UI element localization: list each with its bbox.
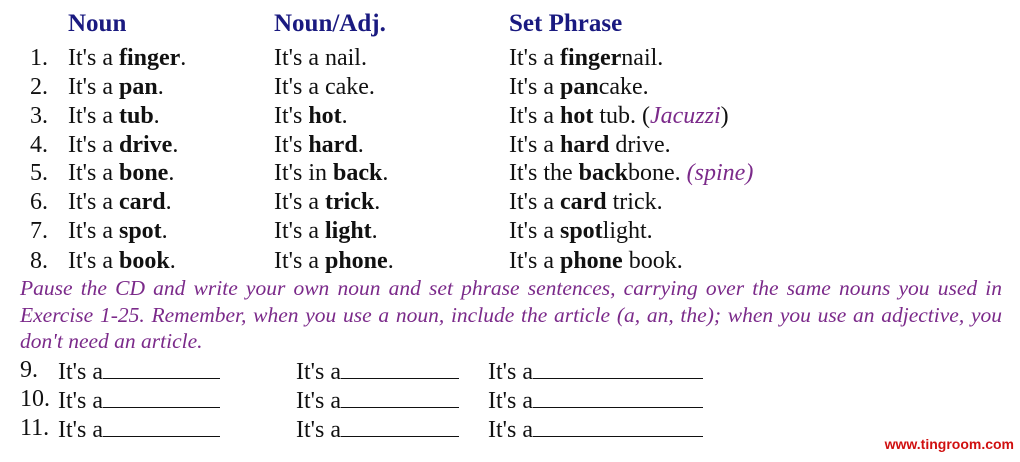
example-row [0,247,1020,276]
sentence-text: . [169,248,176,274]
noun-adj-blank[interactable] [341,356,459,379]
watermark: www.tingroom.com [884,436,1014,452]
set-phrase-practice-cell [488,414,703,445]
sentence-text: It's a [68,189,119,215]
set-phrase-practice-cell [488,385,703,416]
row-number: 8. [30,248,48,274]
sentence-text: book. [622,248,683,274]
sentence-text: . [387,248,394,274]
example-row [0,73,1020,102]
sentence-text: It's a [68,74,119,100]
practice-row [0,385,1020,414]
sentence-text: It's [274,103,309,129]
sentence-text: It's a [68,132,119,158]
sentence-text: . [341,103,348,129]
noun-adj-blank[interactable] [341,414,459,437]
noun-adj-word: back [333,160,383,186]
noun-adj-practice-cell [296,414,459,445]
header-set-phrase: Set Phrase [509,10,623,37]
set-phrase-blank[interactable] [533,356,703,379]
sentence-text: It's a [509,103,560,129]
row-number: 2. [30,74,48,100]
noun-sentence [68,217,168,246]
practice-prefix: It's a [488,359,533,385]
sentence-text: It's a [68,160,119,186]
sentence-text: light. [602,218,653,244]
set-phrase-word: spot [559,218,603,244]
noun-adj-word: trick [324,189,375,215]
noun-word: spot [118,218,162,244]
sentence-text: It's in [274,160,333,186]
set-phrase-word: finger [559,45,622,71]
sentence-text: It's a [509,132,560,158]
sentence-text: . [371,218,378,244]
noun-sentence [68,159,174,188]
example-row [0,217,1020,246]
sentence-text: It's a [274,248,325,274]
set-phrase-word: card [559,189,607,215]
practice-prefix: It's a [488,417,533,443]
set-phrase-sentence [509,73,649,102]
example-row [0,159,1020,188]
sentence-text: . [157,74,164,100]
set-phrase-word: back [578,160,629,186]
set-phrase-word: hard [559,132,610,158]
noun-adj-sentence [274,102,348,131]
noun-practice-cell [58,414,220,445]
row-number: 1. [30,45,48,71]
sentence-text: It's a nail. [274,45,367,71]
practice-row [0,356,1020,385]
set-phrase-blank[interactable] [533,414,703,437]
set-phrase-word: phone [559,248,623,274]
noun-word: book [118,248,170,274]
sentence-text: It's a [68,248,119,274]
example-row [0,131,1020,160]
sentence-text: It's a cake. [274,74,375,100]
practice-prefix: It's a [58,417,103,443]
noun-blank[interactable] [103,356,220,379]
sentence-text: It's a [68,103,119,129]
example-row [0,44,1020,73]
noun-adj-word: phone [324,248,388,274]
sentence-text: . [161,218,168,244]
noun-adj-sentence [274,73,375,102]
set-phrase-blank[interactable] [533,385,703,408]
noun-practice-cell [58,356,220,387]
instructions: Pause the CD and write your own noun and set phrase sentences, carrying over the same nouns you used in Exercise 1-25. Remember, when you use a noun, include the article (a, an, the); when you use an adjective, you don't need an article. [20,276,1002,353]
sentence-text: It's a [274,218,325,244]
noun-sentence [68,102,160,131]
set-phrase-sentence [509,131,671,160]
sentence-text: bone. [628,160,687,186]
header-noun-adj: Noun/Adj. [274,10,386,37]
sentence-text: It's a [68,218,119,244]
practice-number: 11. [20,415,50,441]
noun-adj-sentence [274,131,364,160]
noun-adj-sentence [274,247,394,276]
synonym-note: Jacuzzi [650,103,721,129]
noun-word: pan [118,74,158,100]
noun-adj-word: light [324,218,372,244]
noun-adj-sentence [274,188,380,217]
noun-sentence [68,44,186,73]
practice-number: 9. [20,357,38,383]
row-number: 3. [30,103,48,129]
noun-blank[interactable] [103,414,220,437]
noun-adj-blank[interactable] [341,385,459,408]
noun-adj-word: hot [308,103,342,129]
sentence-text: . [165,189,172,215]
sentence-text: It's a [509,74,560,100]
sentence-text: . [382,160,389,186]
sentence-text: It's a [509,189,560,215]
noun-word: card [118,189,166,215]
practice-number: 10. [20,386,50,412]
sentence-text: It's the [509,160,579,186]
sentence-text: It's a [509,248,560,274]
noun-adj-sentence [274,44,367,73]
noun-adj-practice-cell [296,385,459,416]
noun-word: tub [118,103,154,129]
sentence-text: . [172,132,179,158]
sentence-text: drive. [609,132,671,158]
set-phrase-sentence [509,188,663,217]
set-phrase-word: pan [559,74,599,100]
set-phrase-sentence [509,44,663,73]
practice-prefix: It's a [296,359,341,385]
set-phrase-practice-cell [488,356,703,387]
sentence-text: It's a [509,218,560,244]
noun-practice-cell [58,385,220,416]
sentence-text: It's [274,132,309,158]
noun-blank[interactable] [103,385,220,408]
set-phrase-sentence [509,247,683,276]
sentence-text: It's a [68,45,119,71]
noun-sentence [68,247,176,276]
set-phrase-word: hot [559,103,594,129]
row-number: 4. [30,132,48,158]
set-phrase-sentence [509,217,653,246]
sentence-text: trick. [606,189,663,215]
noun-word: finger [118,45,181,71]
row-number: 5. [30,160,48,186]
practice-prefix: It's a [58,359,103,385]
noun-adj-sentence [274,217,378,246]
example-row [0,102,1020,131]
sentence-text: cake. [598,74,649,100]
sentence-text: . [374,189,381,215]
sentence-text: tub. ( [593,103,650,129]
sentence-text: ) [720,103,729,129]
noun-adj-sentence [274,159,388,188]
practice-prefix: It's a [58,388,103,414]
sentence-text: . [357,132,364,158]
noun-adj-word: hard [308,132,358,158]
sentence-text: nail. [621,45,664,71]
sentence-text: It's a [509,45,560,71]
example-row [0,188,1020,217]
header-noun: Noun [68,10,127,37]
noun-sentence [68,73,164,102]
sentence-text: . [153,103,160,129]
set-phrase-sentence [509,159,753,188]
practice-prefix: It's a [296,417,341,443]
practice-prefix: It's a [296,388,341,414]
set-phrase-sentence [509,102,729,131]
noun-adj-practice-cell [296,356,459,387]
sentence-text: . [168,160,175,186]
sentence-text: It's a [274,189,325,215]
practice-prefix: It's a [488,388,533,414]
noun-sentence [68,131,178,160]
synonym-note: (spine) [686,160,754,186]
sentence-text: . [180,45,187,71]
noun-word: drive [118,132,173,158]
noun-word: bone [118,160,169,186]
row-number: 7. [30,218,48,244]
row-number: 6. [30,189,48,215]
practice-row [0,414,1020,443]
noun-sentence [68,188,172,217]
